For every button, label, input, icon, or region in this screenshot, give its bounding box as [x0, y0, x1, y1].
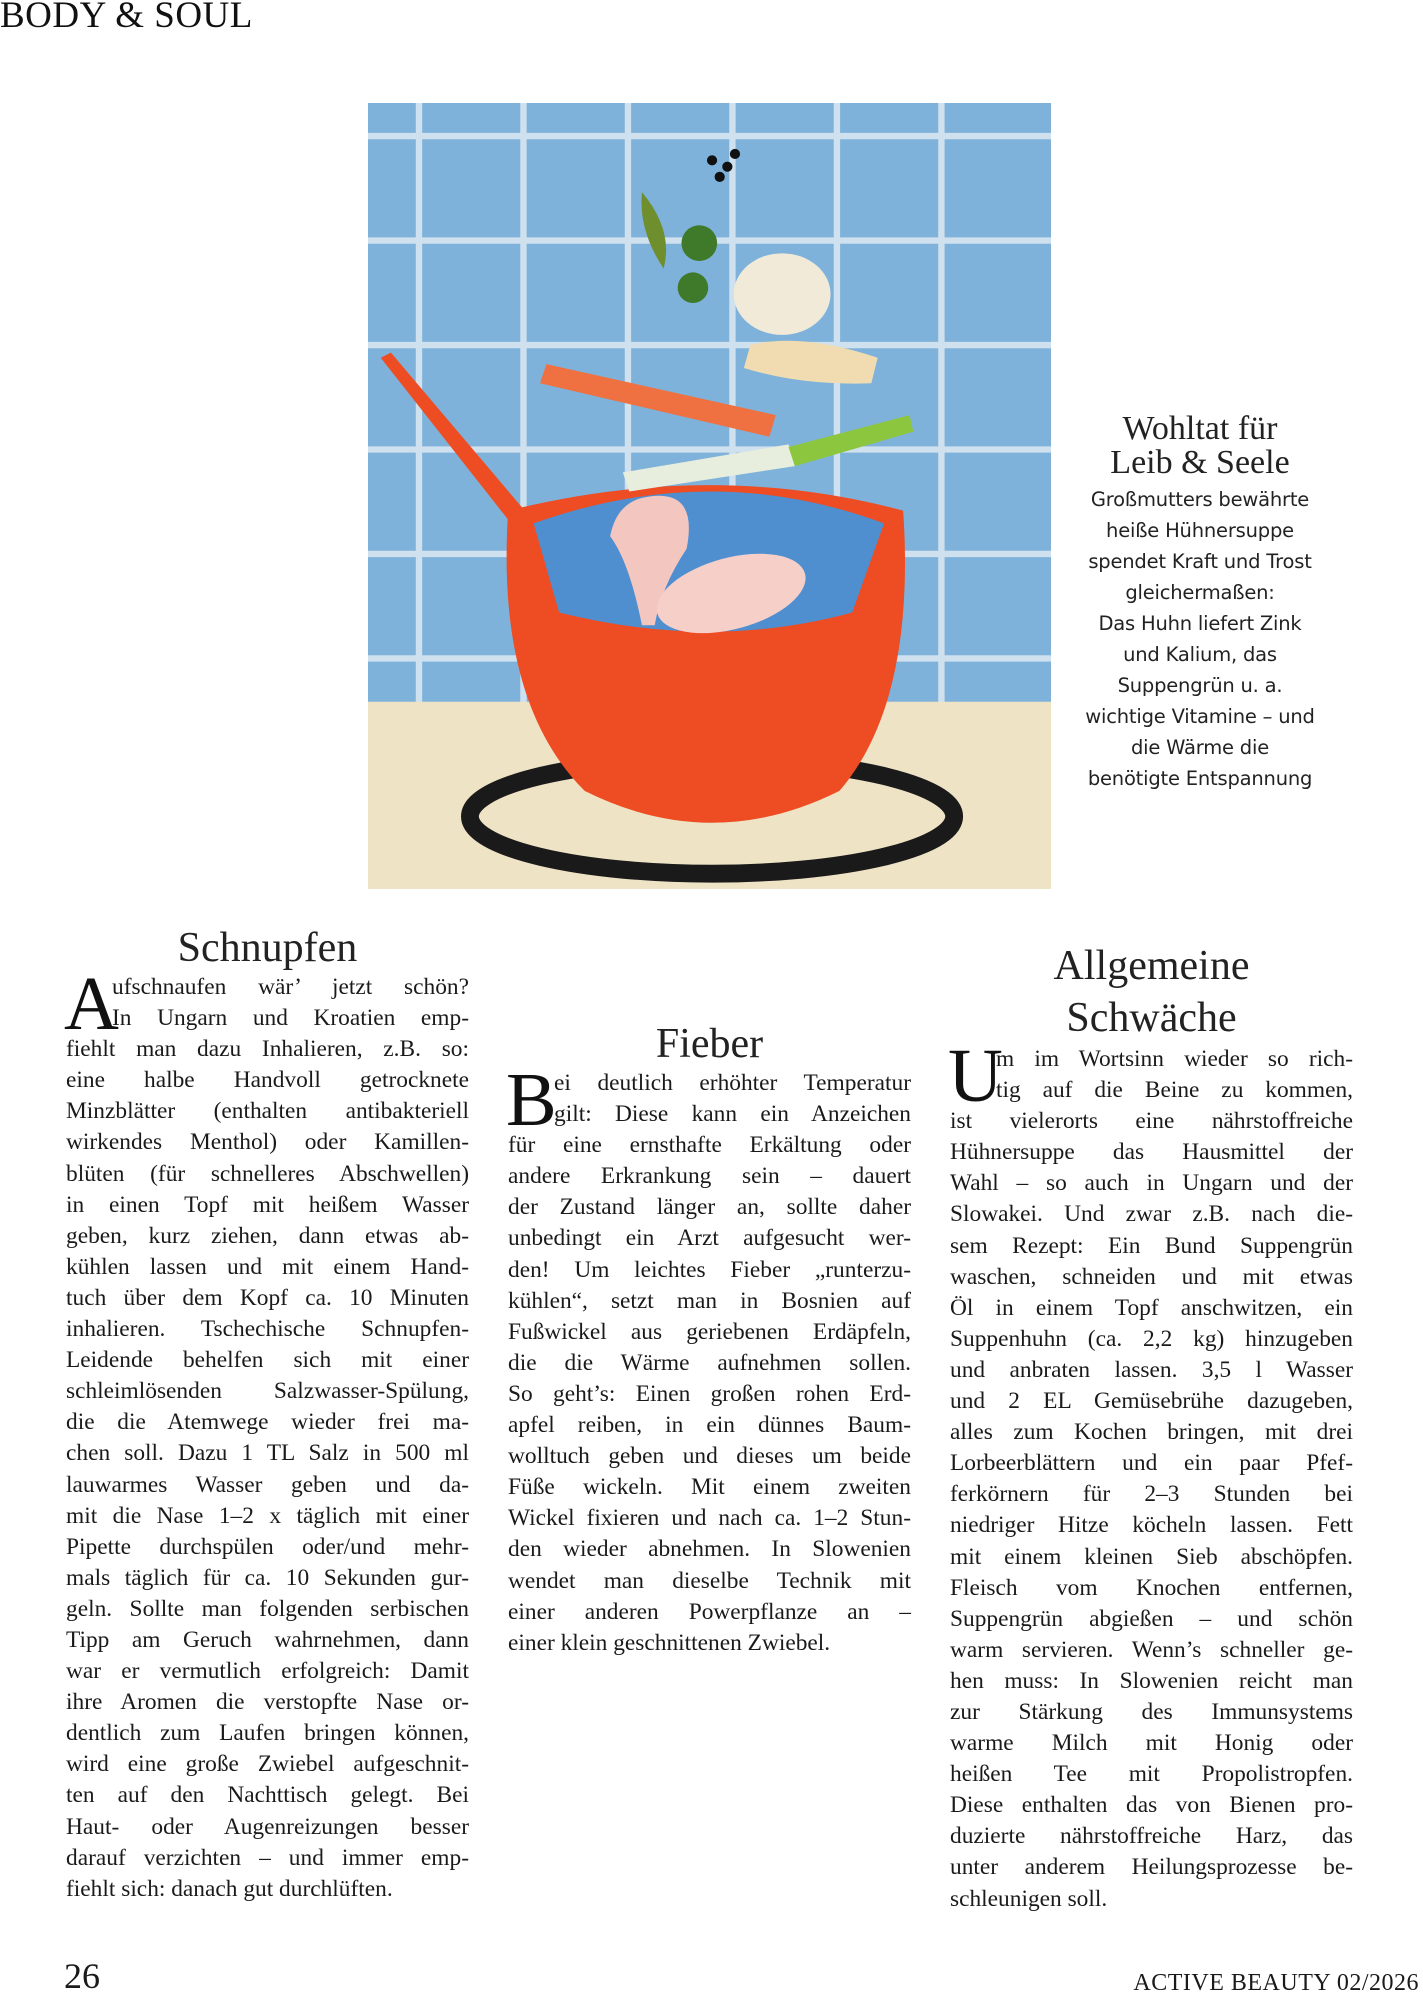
text-line: geln. Sollte man folgenden serbischen: [66, 1595, 469, 1622]
text-line: den wieder abnehmen. In Slowenien: [508, 1536, 911, 1563]
text-line: Diese enthalten das von Bienen pro-: [950, 1792, 1353, 1819]
text-line: schleunigen soll.: [950, 1885, 1108, 1912]
text-line: die die Wärme aufnehmen sollen.: [508, 1349, 911, 1376]
text-line: Slowakei. Und zwar z.B. nach die-: [950, 1201, 1353, 1228]
text-line: Suppenhuhn (ca. 2,2 kg) hinzugeben: [950, 1325, 1353, 1352]
text-line: waschen, schneiden und mit etwas: [950, 1263, 1353, 1290]
text-line: In Ungarn und Kroatien emp-: [112, 1005, 469, 1032]
text-line: blüten (für schnelleres Abschwellen): [66, 1160, 469, 1187]
text-line: Fußwickel aus geriebenen Erdäpfeln,: [508, 1318, 911, 1345]
text-line: dentlich zum Laufen bringen können,: [66, 1720, 469, 1747]
text-line: andere Erkrankung sein – dauert: [508, 1163, 911, 1190]
text-line: warm servieren. Wenn’s schneller ge-: [950, 1636, 1353, 1663]
text-line: und 2 EL Gemüsebrühe dazugeben,: [950, 1388, 1353, 1415]
text-line: wird eine große Zwiebel aufgeschnit-: [66, 1751, 469, 1778]
caption-title-line: Leib & Seele: [1110, 444, 1290, 481]
article-heading: [508, 1020, 911, 1068]
caption-line: Das Huhn liefert Zink: [1098, 612, 1302, 635]
caption-line: heiße Hühnersuppe: [1106, 519, 1294, 542]
text-line: unbedingt ein Arzt aufgesucht wer-: [508, 1225, 911, 1252]
text-line: kühlen lassen und mit einem Hand-: [66, 1253, 469, 1280]
text-line: ufschnaufen wär’ jetzt schön?: [112, 974, 469, 1000]
celery-root: [734, 253, 831, 335]
caption-body: [1070, 484, 1330, 794]
text-line: darauf verzichten – und immer emp-: [66, 1844, 469, 1871]
article-heading: [950, 940, 1353, 1044]
text-line: ihre Aromen die verstopfte Nase or-: [66, 1689, 469, 1716]
text-line: ten auf den Nachttisch gelegt. Bei: [66, 1782, 469, 1809]
text-line: für eine ernsthafte Erkältung oder: [508, 1132, 911, 1159]
article-schnupfen: [66, 924, 469, 1905]
text-line: apfel reiben, in ein dünnes Baum-: [508, 1412, 911, 1439]
text-line: tuch über dem Kopf ca. 10 Minuten: [66, 1284, 469, 1311]
text-line: den! Um leichtes Fieber „runterzu-: [508, 1256, 911, 1283]
text-line: und anbraten lassen. 3,5 l Wasser: [950, 1356, 1353, 1383]
heading-line: Fieber: [655, 1021, 764, 1067]
text-line: warme Milch mit Honig oder: [950, 1730, 1353, 1757]
caption-line: spendet Kraft und Trost: [1088, 550, 1312, 573]
text-line: Suppengrün abgießen – und schön: [950, 1605, 1353, 1632]
text-line: Wickel fixieren und nach ca. 1–2 Stun-: [508, 1505, 911, 1532]
caption-line: die Wärme die: [1130, 736, 1270, 759]
text-line: Wahl – so auch in Ungarn und der: [950, 1170, 1353, 1197]
text-line: gilt: Diese kann ein Anzeichen: [554, 1101, 911, 1128]
text-line: war er vermutlich erfolgreich: Damit: [66, 1658, 469, 1685]
caption-line: Großmutters bewährte: [1090, 488, 1310, 511]
text-line: chen soll. Dazu 1 TL Salz in 500 ml: [66, 1440, 469, 1467]
text-line: wendet man dieselbe Technik mit: [508, 1567, 911, 1594]
text-line: m im Wortsinn wieder so rich-: [996, 1046, 1353, 1072]
text-line: der Zustand länger an, sollte daher: [508, 1194, 911, 1221]
caption-line: benötigte Entspannung: [1087, 767, 1313, 790]
text-line: geben, kurz ziehen, dann etwas ab-: [66, 1222, 469, 1249]
text-line: eine halbe Handvoll getrocknete: [66, 1067, 469, 1094]
heading-line: Schwäche: [1066, 995, 1237, 1041]
text-line: einer klein geschnittenen Zwiebel.: [508, 1629, 831, 1656]
article-body: [506, 1058, 911, 1659]
text-line: tig auf die Beine zu kommen,: [996, 1077, 1353, 1104]
caption-line: Suppengrün u. a.: [1117, 674, 1283, 697]
text-line: fiehlt sich: danach gut durchlüften.: [66, 1875, 393, 1902]
text-line: hen muss: In Slowenien reicht man: [950, 1667, 1353, 1694]
text-line: unter anderem Heilungsprozesse be-: [950, 1854, 1353, 1881]
drop-cap: A: [64, 962, 119, 1046]
text-line: Öl in einem Topf anschwitzen, ein: [950, 1294, 1353, 1321]
section-label: BODY & SOUL: [0, 0, 253, 36]
article-heading: [66, 924, 469, 972]
text-line: wolltuch geben und dieses um beide: [508, 1443, 911, 1470]
caption-line: wichtige Vitamine – und: [1085, 705, 1315, 728]
caption-line: und Kalium, das: [1123, 643, 1277, 666]
text-line: Hühnersuppe das Hausmittel der: [950, 1139, 1353, 1166]
heading-line: Schnupfen: [177, 925, 358, 971]
article-body: [64, 962, 469, 1905]
text-line: wirkendes Menthol) oder Kamillen-: [66, 1129, 469, 1156]
text-line: Pipette durchspülen oder/und mehr-: [66, 1533, 469, 1560]
text-line: Fleisch vom Knochen entfernen,: [950, 1574, 1353, 1601]
illustration-svg: [368, 103, 1051, 889]
page-number: 26: [64, 1956, 100, 1996]
text-line: heißen Tee mit Propolistropfen.: [950, 1761, 1353, 1788]
heading-line: Allgemeine: [1053, 943, 1250, 989]
text-line: mit die Nase 1–2 x täglich mit einer: [66, 1502, 469, 1529]
parsley: [681, 225, 717, 261]
text-line: in einen Topf mit heißem Wasser: [66, 1191, 469, 1218]
text-line: die die Atemwege wieder frei ma-: [66, 1409, 469, 1436]
parsley: [678, 272, 709, 303]
text-line: Minzblätter (enthalten antibakteriell: [66, 1098, 469, 1125]
article-fieber: [508, 1020, 911, 1659]
text-line: einer anderen Powerpflanze an –: [508, 1598, 911, 1625]
figure-caption: [1070, 412, 1330, 794]
text-line: duzierte nährstoffreiche Harz, das: [950, 1823, 1353, 1850]
text-line: kühlen“, setzt man in Bosnien auf: [508, 1287, 911, 1314]
drop-cap: U: [948, 1034, 1003, 1118]
text-line: Tipp am Geruch wahrnehmen, dann: [66, 1626, 469, 1653]
article-allgemeine-schwaeche: [950, 940, 1353, 1915]
text-line: inhalieren. Tschechische Schnupfen-: [66, 1316, 469, 1343]
text-line: So geht’s: Einen großen rohen Erd-: [508, 1380, 911, 1407]
text-line: Lorbeerblättern und ein paar Pfef-: [950, 1450, 1353, 1477]
text-line: alles zum Kochen bringen, mit drei: [950, 1419, 1353, 1446]
caption-title-line: Wohltat für: [1122, 410, 1278, 447]
caption-line: gleichermaßen:: [1125, 581, 1275, 604]
text-line: Leidende behelfen sich mit einer: [66, 1347, 469, 1374]
text-line: ei deutlich erhöhter Temperatur: [554, 1070, 911, 1096]
text-line: schleimlösenden Salzwasser-Spülung,: [66, 1378, 469, 1405]
chicken-soup-illustration: [368, 103, 1051, 889]
magazine-issue: ACTIVE BEAUTY 02/2026: [1133, 1970, 1419, 1996]
text-line: mals täglich für ca. 10 Sekunden gur-: [66, 1564, 469, 1591]
text-line: niedriger Hitze köcheln lassen. Fett: [950, 1512, 1353, 1539]
caption-title: [1070, 412, 1330, 480]
text-line: zur Stärkung des Immunsystems: [950, 1698, 1353, 1725]
text-line: Füße wickeln. Mit einem zweiten: [508, 1474, 911, 1501]
text-line: ist vielerorts eine nährstoffreiche: [950, 1108, 1353, 1135]
drop-cap: B: [506, 1058, 557, 1142]
text-line: mit einem kleinen Sieb abschöpfen.: [950, 1543, 1353, 1570]
text-line: Haut- oder Augenreizungen besser: [66, 1813, 469, 1840]
text-line: ferkörnern für 2–3 Stunden bei: [950, 1481, 1353, 1508]
text-line: lauwarmes Wasser geben und da-: [66, 1471, 469, 1498]
text-line: sem Rezept: Ein Bund Suppengrün: [950, 1232, 1353, 1259]
text-line: fiehlt man dazu Inhalieren, z.B. so:: [66, 1036, 469, 1063]
article-body: [948, 1034, 1353, 1915]
